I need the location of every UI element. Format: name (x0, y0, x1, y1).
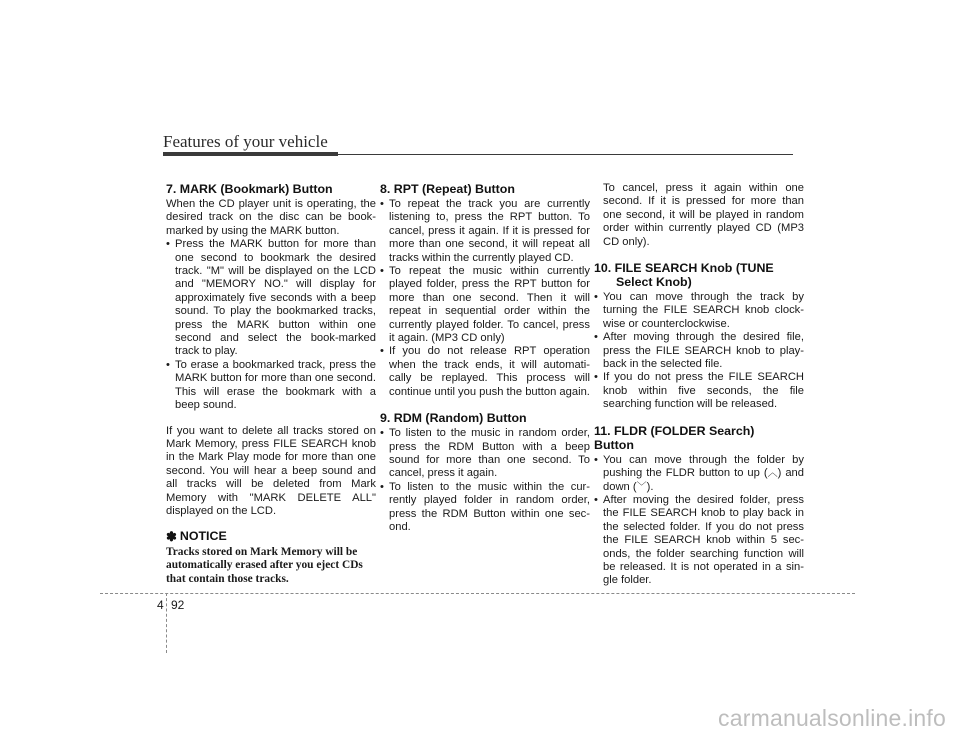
mark-bullet-list (166, 238, 376, 412)
file-search-bullet-2: • After moving through the desired file, press the FILE SEARCH knob to play-back in the selected file. (594, 331, 804, 371)
page-number: 92 (171, 598, 185, 612)
rdm-bullet-2: • To listen to the music within the cur-rently played folder in random order, press the RDM Button within one sec-ond. (380, 481, 590, 535)
mark-bullet-2: • To erase a bookmarked track, press the MARK button for more than one second. This will erase the bookmark with a beep sound. (166, 359, 376, 413)
column-middle (380, 182, 590, 534)
section-heading-rdm: 9. RDM (Random) Button (380, 411, 527, 426)
column-right (594, 182, 804, 588)
footer-dashed-divider (166, 593, 167, 653)
fldr-bullet-1: • You can move through the folder by pushing the FLDR button to up (︿) and down (﹀). (594, 454, 804, 494)
rdm-bullet-1: • To listen to the music in random order, press the RDM Button with a beep sound for more than one second. To cancel, press it again. (380, 427, 590, 481)
mark-bullet-1: • Press the MARK button for more than one second to bookmark the desired track. "M" will be displayed on the LCD and "MEMORY NO." will display for approximately five seconds with a beep sound. To play the bookmarked tracks, press the MARK button within one second and select the book-marked track to play. (166, 238, 376, 359)
mark-intro-paragraph: When the CD player unit is operating, the desired track on the disc can be book-marked by using the MARK button. (166, 198, 376, 237)
notice-heading (166, 530, 376, 543)
header-rule-thin (338, 154, 793, 155)
file-search-bullet-1: • You can move through the track by turning the FILE SEARCH knob clock-wise or counterclockwise. (594, 291, 804, 331)
fldr-bullet-2: • After moving the desired folder, press the FILE SEARCH knob to play back in the selected folder. If you do not press the FILE SEARCH knob within 5 sec-onds, the folder searching function will be released. It is not operated in a sin-gle folder. (594, 494, 804, 588)
file-search-heading-line2: Select Knob) (616, 275, 692, 290)
file-search-heading-line1: 10. FILE SEARCH Knob (TUNE (594, 261, 774, 276)
file-search-bullet-3: • If you do not press the FILE SEARCH knob within five seconds, the file searching function will be released. (594, 371, 804, 411)
up-arrow-icon: ︿ (767, 468, 778, 480)
rdm-bullet-list (380, 427, 590, 534)
header-rule-thick (163, 152, 338, 156)
mark-delete-paragraph: If you want to delete all tracks stored on Mark Memory, press FILE SEARCH knob in the Mark Play mode for more than one second. You will hear a beep sound and all tracks will be deleted from Mark Memory with "MARK DELETE ALL" displayed on the LCD. (166, 424, 376, 517)
section-heading-rpt: 8. RPT (Repeat) Button (380, 182, 515, 196)
footer-dashed-rule (100, 593, 855, 594)
column-left (166, 182, 376, 586)
section-heading-mark: 7. MARK (Bookmark) Button (166, 182, 333, 196)
fldr-heading-line1: 11. FLDR (FOLDER Search) (594, 423, 755, 438)
chapter-number: 4 (157, 598, 164, 612)
fldr-heading-line2: Button (594, 437, 634, 452)
fldr-bullet-list (594, 454, 804, 588)
section-heading-file-search (594, 261, 804, 289)
file-search-bullet-list (594, 291, 804, 412)
rdm-continued-paragraph: To cancel, press it again within one second. If it is pressed for more than one second, it will be played in random order within currently played CD (MP3 CD only). (603, 182, 804, 248)
page-header-title: Features of your vehicle (163, 132, 328, 151)
watermark-text: carmanualsonline.info (718, 705, 946, 731)
rpt-bullet-2: • To repeat the music within currently played folder, press the RPT button for more than one second. Then it will repeat in sequential order within the currently played folder. To cancel, press it again. (MP3 CD only) (380, 265, 590, 345)
rpt-bullet-1: • To repeat the track you are currently listening to, press the RPT button. To cancel, press it again. If it is pressed for more than one second, it will repeat all tracks within the currently played CD. (380, 198, 590, 265)
down-arrow-icon: ﹀ (636, 481, 647, 493)
notice-label: NOTICE (179, 529, 227, 544)
section-heading-fldr (594, 424, 804, 452)
asterisk-icon: ✽ (166, 529, 177, 545)
rpt-bullet-3: • If you do not release RPT operation when the track ends, it will automati-cally be replayed. This process will continue until you push the button again. (380, 345, 590, 399)
rpt-bullet-list (380, 198, 590, 399)
notice-text: Tracks stored on Mark Memory will be automatically erased after you eject CDs that contain those tracks. (166, 545, 363, 585)
